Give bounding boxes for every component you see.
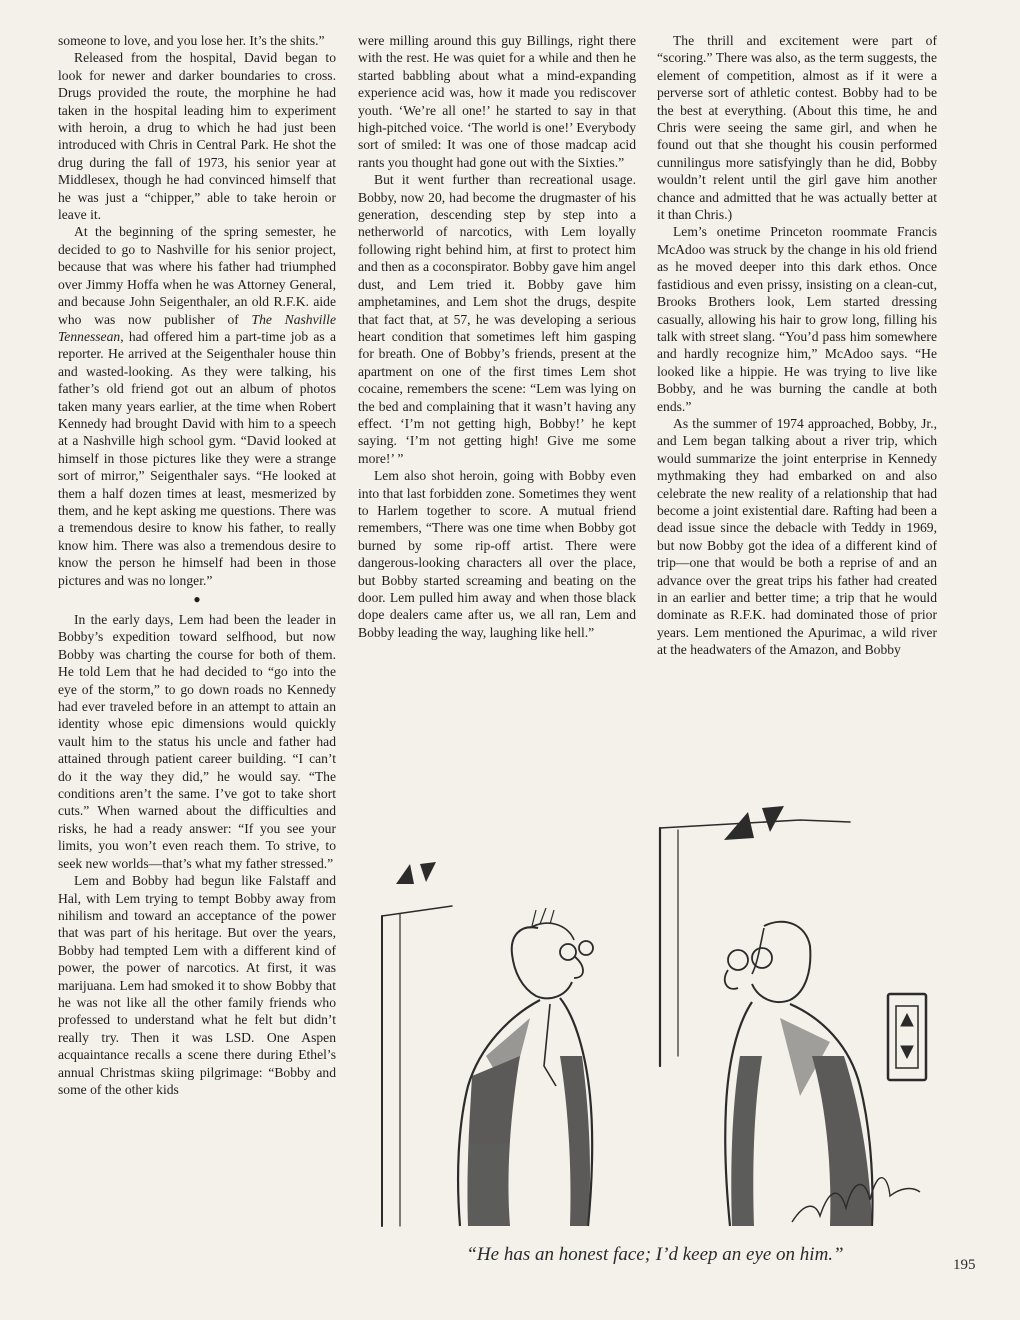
text-column-1 — [58, 32, 336, 1098]
paragraph: The thrill and excitement were part of “scoring.” There was also, as the term suggests, the element of competition, almost as if it were a perverse sort of athletic contest. Bobby had to be the best at everything. (About this time, he and Chris were seeing the same girl, and when he found out that she thought his cousin performed cunnilingus more satisfyingly than he did, Bobby wouldn’t relent until the girl gave him another chance and admitted that he was actually better at it than Chris.) — [657, 33, 937, 223]
paragraph: In the early days, Lem had been the leader in Bobby’s expedition toward selfhood, but now Bobby was charting the course for both of them. He told Lem that he had decided to “go into the eye of the storm,” to go down roads no Kennedy had ever traveled before in an attempt to attain an identity whose epic dimensions would quickly vault him to the status his uncle and father had attained through patient career building. “I can’t do it the way they did,” he would say. “The conditions aren’t the same. I’ve got to take short cuts.” When warned about the difficulties and risks, he had a ready answer: “If you see your limits, you won’t even reach them. To strive, to seek new worlds—that’s what my father stressed.” — [58, 612, 336, 871]
paragraph: As the summer of 1974 approached, Bobby, Jr., and Lem began talking about a river trip, which would summarize the joint enterprise in Kennedy mythmaking they had embarked on and also celebrate the new reality of a relationship that had become a joint existential dare. Rafting had been a dead issue since the debacle with Teddy in 1969, but now Bobby got the idea of a different kind of trip—one that would be both a reprise of and an advance over the great trips his father had created in an earlier and better time; a trip that he would dominate as R.F.K. had dominated those of prior years. Lem mentioned the Apurimac, a wild river at the headwaters of the Amazon, and Bobby — [657, 415, 937, 658]
text-column-2 — [358, 32, 636, 641]
publication-title: The Nashville Tennessean — [58, 311, 336, 344]
page-number: 195 — [953, 1257, 976, 1273]
paragraph — [58, 223, 336, 589]
paragraph: Lem also shot heroin, going with Bobby even into that last forbidden zone. Sometimes they went to Harlem together to score. A mutual friend remembers, “There was one time when Bobby got burned by some rip-off artist. There were dangerous-looking characters all over the place, but Bobby started screaming and beating on the door. Lem pulled him away and when those black dope dealers came after us, we all ran, Lem and Bobby leading the way, laughing like hell.” — [358, 468, 636, 640]
section-separator: ● — [193, 592, 201, 606]
paragraph-text: At the beginning of the spring semester, he decided to go to Nashville for his senior project, because that was where his father had triumphed over Jimmy Hoffa when he was Attorney General, and because John Seigenthaler, an old R.F.K. aide who was now publisher of — [58, 224, 336, 327]
paragraph-text: , had offered him a part-time job as a reporter. He arrived at the Seigenthaler house thin and wasted-looking. As they were talking, his father’s old friend got out an album of photos taken many years earlier, at the time when Robert Kennedy had brought David with him to a speech at a Nashville high school gym. “David looked at himself in those pictures like they were a strange sort of mirror,” Seigenthaler says. “He looked at them a half dozen times at least, mesmerized by them, and he kept asking me questions. There was a tremendous desire to know his father, to really know him. There was also a tremendous desire to know the person he himself had been in those pictures and was no longer.” — [58, 328, 336, 588]
text-column-3 — [657, 32, 937, 659]
paragraph: But it went further than recreational usage. Bobby, now 20, had become the drugmaster of his generation, descending step by step into a netherworld of narcotics, with Lem loyally following right behind him, at first to protect him and then as a coconspirator. Bobby gave him angel dust, and Lem tried it. Bobby gave him amphetamines, and Lem shot the drugs, despite that fact that, at 57, he was developing a serious heart condition that sometimes left him gasping for breath. One of Bobby’s friends, present at the apartment on one of the first times Lem shot cocaine, remembers the scene: “Lem was lying on the bed and complaining that it wasn’t having any effect. ‘I’m not getting high, Bobby!’ he kept saying. ‘I’m not getting high! Give me some more!’ ” — [358, 172, 636, 466]
paragraph: Lem’s onetime Princeton roommate Francis McAdoo was struck by the change in his old friend as he moved deeper into this dark ethos. Once fastidious and even prissy, insisting on a clean-cut, Brooks Brothers look, Lem started dressing casually, allowing his hair to grow long, filling his talk with street slang. “You’d pass him somewhere and hardly recognize him,” McAdoo says. “He looked like a hippie. He was trying to live like Bobby, and he was burning the candle at both ends.” — [657, 224, 937, 414]
paragraph: someone to love, and you lose her. It’s the shits.” — [58, 33, 325, 48]
paragraph: Released from the hospital, David began to look for newer and darker boundaries to cross. Drugs provided the route, the morphine he had taken in the hospital leading him to experiment with heroin, a drug to which he had just been introduced with Chris in Central Park. He shot the drug during the fall of 1973, his senior year at Middlesex, though he had convinced himself that he was just a “chipper,” able to take heroin or leave it. — [58, 50, 336, 223]
paragraph: were milling around this guy Billings, right there with the rest. He was quiet for a while and then he started babbling about what a mind-expanding experience acid was, how it made you rediscover youth. ‘We’re all one!’ he started to say in that high-pitched voice. ‘The world is one!’ Everybody sort of smiled: It was one of those madcap acid rants you thought had gone out with the Sixties.” — [358, 33, 636, 170]
cartoon-caption: “He has an honest face; I’d keep an eye on him.” — [466, 1244, 844, 1265]
elevator-arrows-left — [396, 862, 436, 884]
cartoon-illustration — [360, 756, 950, 1234]
elevator-call-button — [888, 994, 926, 1080]
paragraph: Lem and Bobby had begun like Falstaff and Hal, with Lem trying to tempt Bobby away from nihilism and toward an acceptance of the power that was part of his heritage. But over the years, Bobby had tempted Lem with a different kind of power, the power of narcotics. At first, it was marijuana. Lem had smoked it to show Bobby that he was not like all the other family friends who professed to understand what he felt but didn’t really try. Then it was LSD. One Aspen acquaintance recalls a scene there during Ethel’s annual Christmas skiing pilgrimage: “Bobby and some of the other kids — [58, 873, 336, 1097]
